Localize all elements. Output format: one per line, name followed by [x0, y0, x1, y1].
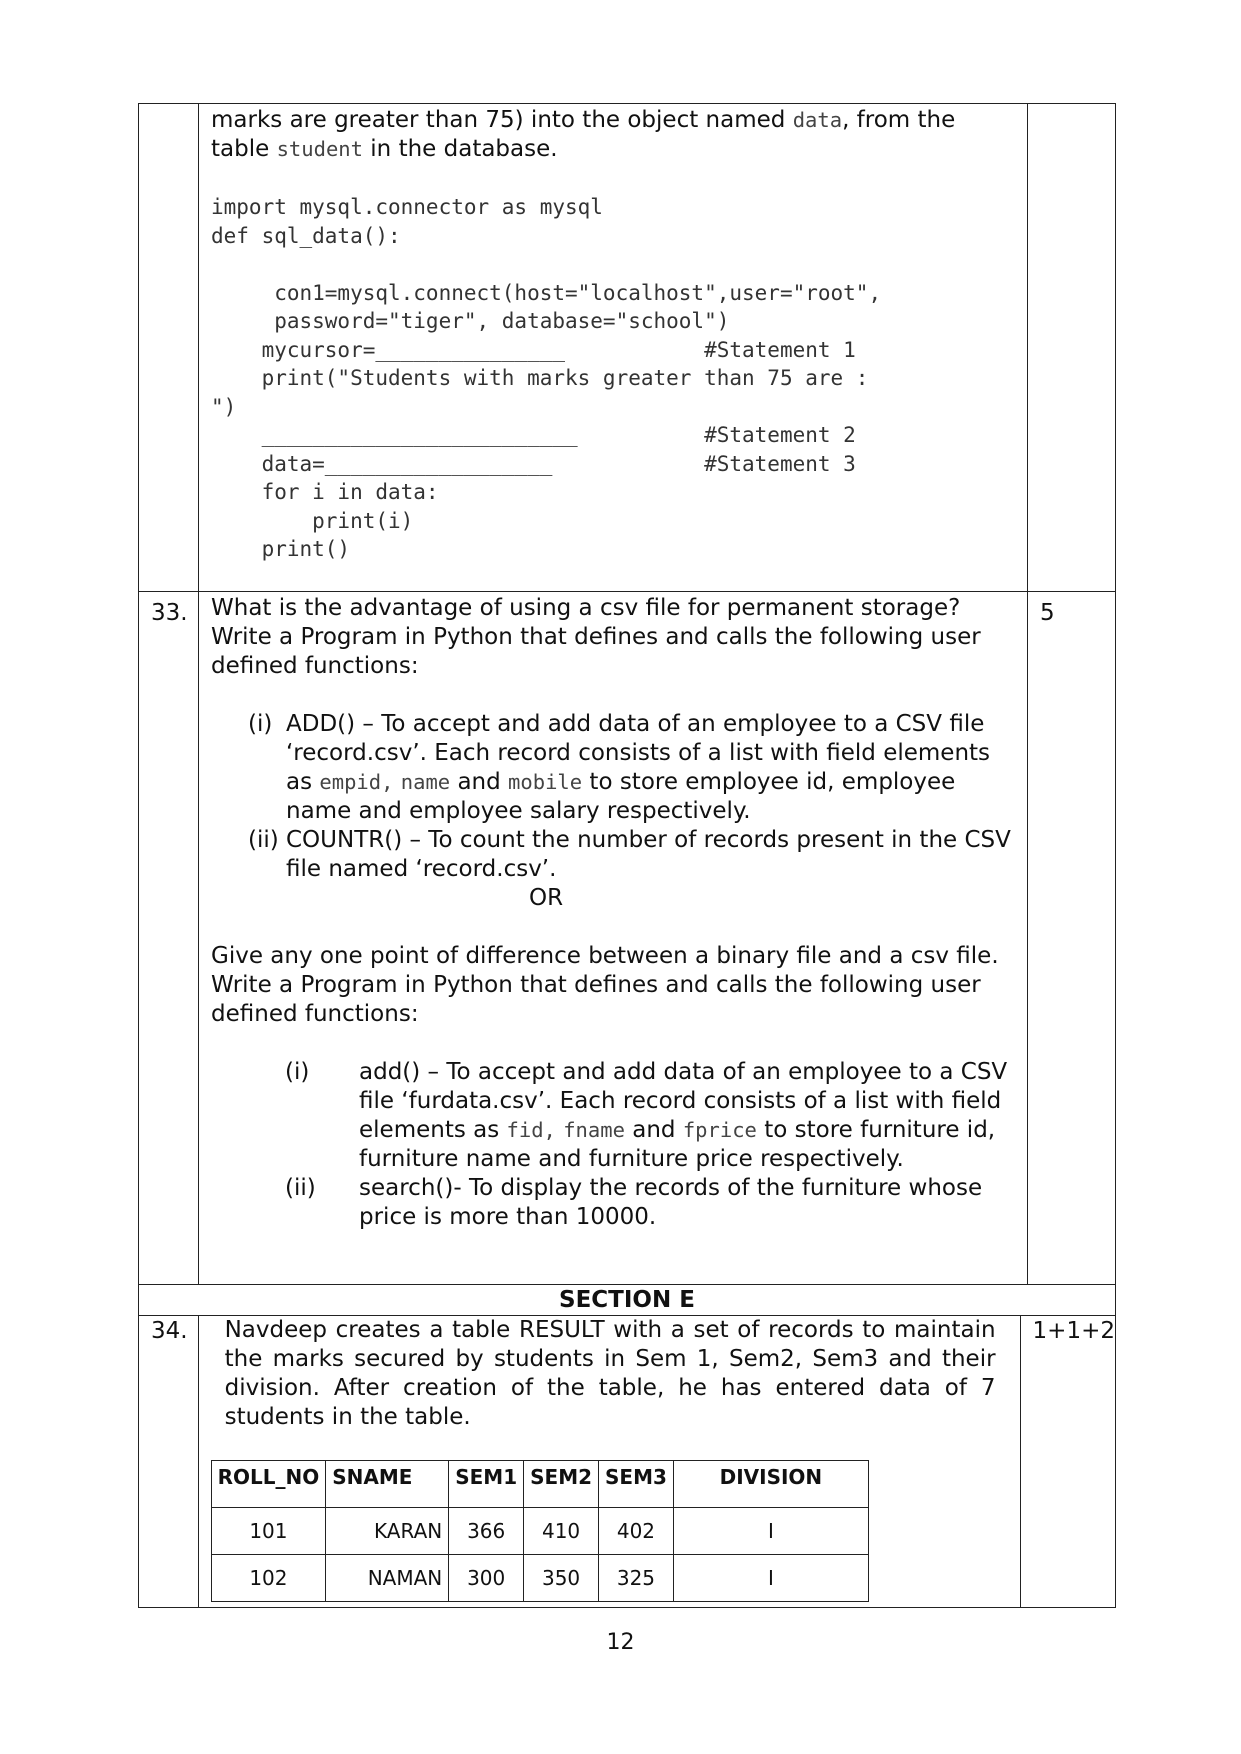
col-sem2: SEM2 [524, 1461, 599, 1508]
code-fprice: fprice [682, 1118, 757, 1142]
col-sem1: SEM1 [449, 1461, 524, 1508]
q32-body [199, 104, 1028, 591]
col-roll-no: ROLL_NO [211, 1461, 326, 1508]
q34-body [199, 1316, 1021, 1607]
cell-division: I [673, 1508, 868, 1555]
cell-sem3: 325 [599, 1555, 674, 1602]
code-empid: empid, [319, 770, 394, 794]
q33-intro2: Write a Program in Python that defines and calls the following user defined functions: [211, 624, 981, 679]
cell-sem1: 366 [449, 1508, 524, 1555]
q34-number: 34. [139, 1316, 199, 1607]
q32-number-cell [139, 104, 199, 591]
q34-text: Navdeep creates a table RESULT with a set of records to maintain the marks secured by students in Sem 1, Sem2, Sem3 and their division. After creation of the table, he has entered data of 7 students in the table. [224, 1317, 996, 1430]
result-table [211, 1460, 869, 1602]
code-student: student [276, 137, 363, 161]
cell-sem3: 402 [599, 1508, 674, 1555]
cell-sem2: 410 [524, 1508, 599, 1555]
cell-division: I [673, 1555, 868, 1602]
q32-code-block: import mysql.connector as mysql def sql_data(): con1=mysql.connect(host="localhost",user="root", password="tiger", database="school") mycursor=_______________ #Statement 1 print("Students with marks greater than 75 are : ") _________________________ #Statement 2 data=__________________ #Statement 3 for i in data: print(i) print() [211, 195, 882, 561]
q33-part-ii [211, 826, 1017, 884]
cell-roll-no: 102 [211, 1555, 326, 1602]
q33-part-i-text: ADD() – To accept and add data of an employee to a CSV file ‘record.csv’. Each record consists of a list with field elements as empid, name and mobile to store employee id, employee name and employee salary respectively. [286, 711, 991, 824]
cell-sname: NAMAN [326, 1555, 449, 1602]
q33-part-ii-text: COUNTR() – To count the number of records present in the CSV file named ‘record.csv’. [286, 827, 1011, 882]
q33-part-ii-label: (ii) [248, 827, 279, 853]
table-row [211, 1508, 868, 1555]
q32-line2: table student in the database. [211, 136, 558, 162]
q33-row [139, 592, 1115, 1285]
q34-marks: 1+1+2 [1032, 1318, 1115, 1344]
q33-alt-part-i-text: add() – To accept and add data of an employee to a CSV file ‘furdata.csv’. Each record consists of a list with field elements as fid, fname and fprice to store furniture id, furniture name and furniture price respectively. [359, 1059, 1008, 1172]
col-sname: SNAME [326, 1461, 449, 1508]
page-number: 12 [606, 1630, 635, 1655]
q33-body [199, 592, 1028, 1284]
col-sem3: SEM3 [599, 1461, 674, 1508]
cell-sname: KARAN [326, 1508, 449, 1555]
q33-alt-intro1: Give any one point of difference between a binary file and a csv file. [211, 943, 999, 969]
q32-row [139, 104, 1115, 592]
q33-alt-part-ii [211, 1174, 1017, 1232]
section-e-heading: SECTION E [559, 1287, 695, 1313]
q34-row [139, 1316, 1115, 1607]
q33-alt-part-ii-text: search()- To display the records of the furniture whose price is more than 10000. [359, 1175, 983, 1230]
section-e-row [139, 1285, 1115, 1316]
q33-alt-part-ii-label: (ii) [285, 1175, 316, 1201]
col-division: DIVISION [673, 1461, 868, 1508]
q33-alt-intro2: Write a Program in Python that defines and calls the following user defined functions: [211, 972, 981, 1027]
cell-sem1: 300 [449, 1555, 524, 1602]
q33-number: 33. [139, 592, 199, 1284]
code-data: data [792, 108, 843, 132]
q33-part-i [211, 710, 1017, 826]
code-fname: fname [563, 1118, 625, 1142]
cell-roll-no: 101 [211, 1508, 326, 1555]
q33-alt-part-i [211, 1058, 1017, 1174]
result-table-header [211, 1461, 868, 1508]
code-fid: fid, [506, 1118, 556, 1142]
table-row [211, 1555, 868, 1602]
q33-marks: 5 [1040, 600, 1055, 626]
code-name: name [400, 770, 451, 794]
q33-intro1: What is the advantage of using a csv file for permanent storage? [211, 595, 961, 621]
q33-or: OR [529, 885, 564, 911]
code-mobile: mobile [508, 770, 583, 794]
cell-sem2: 350 [524, 1555, 599, 1602]
q33-part-i-label: (i) [248, 711, 273, 737]
q33-alt-part-i-label: (i) [285, 1059, 310, 1085]
q32-line1: marks are greater than 75) into the object named data, from the [211, 107, 956, 133]
q32-marks-cell [1028, 104, 1115, 591]
question-table [138, 103, 1116, 1608]
